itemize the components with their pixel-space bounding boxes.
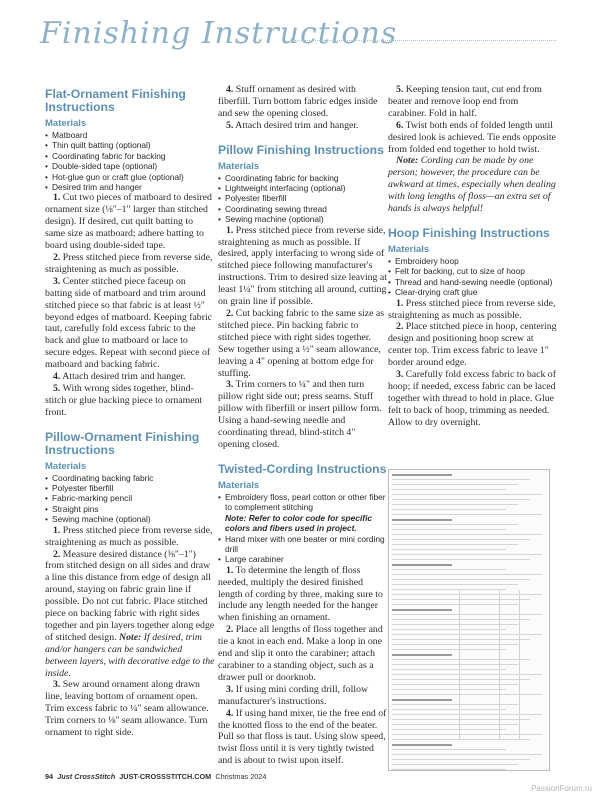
form-line — [392, 584, 518, 585]
instruction-step: 2. Cut backing fabric to the same size as stitched piece. Pin backing fabric to stitched piece with right sides together. Sew together using a ½" seam allowance, leaving a 4" opening at bottom edge for stuffing. — [218, 308, 385, 379]
materials-list — [218, 492, 388, 565]
twisted-cording-continued — [388, 84, 558, 215]
form-line — [392, 534, 542, 535]
material-item: • Coordinating backing fabric — [45, 473, 215, 483]
flat-ornament-section — [45, 88, 215, 419]
form-line — [392, 739, 530, 740]
steps — [218, 225, 388, 451]
material-item: • Coordinating sewing thread — [218, 204, 388, 214]
instruction-step: 4. If using hand mixer, tie the free end of the knotted floss to the end of the beater. Pull so that floss is taut. Using slow speed, twist floss until it is very tightly twisted and is about to twist upon itself. — [218, 707, 387, 767]
form-line — [392, 564, 452, 566]
instruction-step: 2. Place all lengths of floss together and tie a knot in each end. Make a loop in one end and slip it onto the carabiner; attach carabiner to a standing object, such as a drawer pull or doorknob. — [218, 624, 383, 683]
form-line — [392, 679, 530, 680]
form-line — [392, 569, 506, 570]
instruction-step: 2. Press stitched piece from reverse side, straightening as much as possible. — [45, 251, 213, 275]
instruction-step: 3. Trim corners to ¼" and then turn pillow right side out; press seams. Stuff pillow with fiberfill or insert pillow form. Using a hand-sewing needle and coordinating thread, blind-stitch 4" opening closed. — [218, 379, 382, 450]
form-line — [392, 484, 518, 485]
materials-label: Materials — [218, 479, 260, 491]
form-line — [392, 524, 518, 525]
form-line — [392, 504, 518, 505]
form-line — [392, 579, 530, 580]
pillow-section — [218, 144, 388, 451]
footer-brand: Just CrossStitch — [57, 772, 116, 781]
twisted-cording-section — [218, 463, 388, 767]
steps-part-2 — [388, 84, 558, 155]
material-item: • Polyester fiberfill — [45, 483, 215, 493]
materials-list — [45, 473, 215, 525]
form-line — [392, 669, 506, 670]
instruction-step: 1. Press stitched piece from reverse side, straightening as much as possible. — [388, 297, 556, 321]
instruction-step: 5. With wrong sides together, blind-stitch or glue backing piece to ornament front. — [45, 382, 203, 418]
steps-part-1 — [218, 565, 388, 767]
statement-of-ownership-form-image — [388, 469, 550, 771]
form-line — [392, 599, 530, 600]
pillow-ornament-continued — [218, 84, 388, 132]
form-line — [392, 659, 530, 660]
form-line — [392, 619, 530, 620]
form-line — [392, 554, 542, 555]
form-line — [392, 699, 452, 701]
material-item: • Polyester fiberfill — [218, 193, 388, 203]
materials-list — [218, 173, 388, 225]
form-line — [392, 529, 506, 530]
footer-issue: Christmas 2024 — [215, 772, 267, 781]
form-line — [392, 744, 452, 746]
material-item: • Clear-drying craft glue — [388, 287, 558, 297]
twisted-cording-heading: Twisted-Cording Instructions — [218, 461, 387, 476]
material-item: • Desired trim and hanger — [45, 182, 215, 192]
form-line — [392, 719, 530, 720]
form-line — [392, 474, 452, 476]
instruction-step: 2. Measure desired distance (⅜"–1") from stitched design on all sides and draw a line this distance from edge of design all around, staying on fabric grain line if possible. Do not cut fabric. Place stitched piece on backing fabric with right sides together and pin layers together along edge of stitched design. Note: If desired, trim and/or hangers can be sandwiched between layers, with decorative edge to the inside. — [45, 548, 215, 679]
form-line — [392, 514, 542, 515]
instruction-step: 5. Keeping tension taut, cut end from beater and remove loop end from carabiner. Fold in half. — [388, 84, 542, 119]
instruction-step: 3. Center stitched piece faceup on batting side of matboard and trim around stitched piece so that fabric is at least ½" beyond edges of matboard. Keeping fabric taut, carefully fold excess fabric to the back and glue to matboard or lace to secure edges. Repeat with second piece of matboard and backing fabric. — [45, 275, 213, 371]
materials-list — [45, 130, 215, 192]
form-line — [392, 489, 506, 490]
material-item: • Sewing machine (optional) — [218, 214, 388, 224]
pillow-ornament-section — [45, 431, 215, 739]
column-3 — [388, 84, 558, 441]
form-column-divider — [519, 590, 520, 740]
page-number: 94 — [45, 772, 54, 781]
form-line — [392, 559, 530, 560]
materials-label: Materials — [388, 243, 430, 255]
cording-note: Note: Cording can be made by one person; however, the procedure can be awkward at times, especially when dealing with long lengths of floss—an extra set of hands is always helpful! — [388, 155, 556, 215]
form-line — [392, 689, 506, 690]
form-line — [392, 609, 452, 611]
page-footer — [45, 772, 266, 781]
instruction-step: 4. Attach desired trim and hanger. — [53, 371, 186, 383]
material-text: Embroidery floss, pearl cotton or other fiber to complement stitching — [225, 491, 386, 513]
materials-label: Materials — [218, 160, 260, 172]
hoop-heading: Hoop Finishing Instructions — [388, 225, 550, 240]
hoop-section — [388, 227, 558, 429]
footer-website: JUST-CROSSSTITCH.COM — [119, 772, 212, 781]
material-text: Large carabiner — [225, 554, 284, 565]
material-item: • Hot-glue gun or craft glue (optional) — [45, 172, 215, 182]
form-line — [392, 539, 530, 540]
steps-part-2 — [218, 84, 388, 132]
material-item: • Matboard — [45, 130, 215, 140]
instruction-step: 1. Press stitched piece from reverse side, straightening as much as possible. If desired, apply interfacing to wrong side of stitched piece following manufacturer's instructions. Trim to desired size leaving at least 1¼" from stitching all around, cutting on grain line if possible. — [218, 224, 387, 308]
steps — [388, 298, 558, 429]
form-line — [392, 759, 530, 760]
material-item — [218, 554, 388, 564]
material-item: • Sewing machine (optional) — [45, 514, 215, 524]
instruction-step: 1. Cut two pieces of matboard to desired ornament size (⅛"–1" larger than stitched design). If desired, cut quilt batting to same size as matboard; adhere batting to board using double-sided tape. — [45, 192, 212, 252]
form-column-divider — [459, 590, 460, 740]
instruction-step: 5. Attach desired trim and hanger. — [226, 119, 359, 131]
instruction-step: 1. Press stitched piece from reverse side, straightening as much as possible. — [45, 524, 213, 548]
instruction-step: 3. Sew around ornament along drawn line, leaving bottom of ornament open. Trim excess fabric to ¼" seam allowance. Trim corners to ⅛" seam allowance. Turn ornament to right side. — [45, 679, 209, 739]
pillow-ornament-heading: Pillow-Ornament Finishing Instructions — [45, 429, 200, 457]
form-line — [392, 509, 506, 510]
instruction-step: 4. Stuff ornament as desired with fiberfill. Turn bottom fabric edges inside and sew the opening closed. — [218, 84, 378, 119]
material-item: • Felt for backing, cut to size of hoop — [388, 266, 558, 276]
form-line — [392, 549, 506, 550]
form-line — [392, 654, 452, 656]
pillow-heading: Pillow Finishing Instructions — [218, 142, 384, 157]
material-note: Note: Refer to color code for specific colors and fibers used in project. — [225, 512, 373, 534]
material-item — [218, 492, 388, 534]
page-title: Finishing Instructions — [40, 16, 398, 51]
watermark: PassionForum.ru — [531, 784, 592, 793]
form-line — [392, 754, 542, 755]
form-line — [392, 519, 452, 521]
material-item: • Coordinating fabric for backing — [45, 151, 215, 161]
form-line — [392, 574, 542, 575]
material-item: • Double-sided tape (optional) — [45, 161, 215, 171]
form-line — [392, 479, 530, 480]
materials-label: Materials — [45, 460, 87, 472]
steps — [45, 192, 215, 418]
instruction-step: 2. Place stitched piece in hoop, centering design and positioning hoop screw at center top. Trim excess fabric to leave 1" border around edge. — [388, 321, 557, 369]
instruction-step: 6. Twist both ends of folded length until desired look is achieved. Tie ends opposite from folded end together to hold twist. — [388, 119, 556, 155]
column-2 — [218, 84, 388, 779]
form-line — [392, 709, 506, 710]
material-item: • Thread and hand-sewing needle (optional) — [388, 277, 558, 287]
materials-list — [388, 256, 558, 298]
form-line — [392, 544, 518, 545]
instruction-step: 1. To determine the length of floss needed, multiply the desired finished length of cording by three, making sure to include any length needed for the hanger when finishing an ornament. — [218, 564, 383, 624]
material-item: • Embroidery hoop — [388, 256, 558, 266]
material-item: • Lightweight interfacing (optional) — [218, 183, 388, 193]
form-line — [392, 494, 542, 495]
materials-label: Materials — [45, 118, 87, 129]
material-item — [218, 534, 388, 555]
material-item: • Thin quilt batting (optional) — [45, 140, 215, 150]
form-line — [392, 589, 506, 590]
form-line — [392, 639, 530, 640]
form-line — [392, 499, 530, 500]
instruction-step: 3. Carefully fold excess fabric to back of hoop; if needed, excess fabric can be laced together with thread to hold in place. Glue felt to back of hoop, trimming as needed. Allow to dry overnight. — [388, 369, 556, 428]
material-item: • Straight pins — [45, 504, 215, 514]
form-line — [392, 749, 506, 750]
form-line — [392, 769, 506, 770]
form-line — [392, 764, 518, 765]
form-line — [392, 649, 506, 650]
form-column-divider — [499, 590, 500, 740]
title-divider — [292, 40, 556, 41]
flat-ornament-heading: Flat-Ornament Finishing Instructions — [45, 87, 186, 114]
material-text: Hand mixer with one beater or mini cording drill — [225, 533, 385, 554]
steps-part-1 — [45, 525, 215, 739]
form-line — [392, 629, 506, 630]
instruction-step: 3. If using mini cording drill, follow manufacturer's instructions. — [218, 683, 369, 707]
material-item: • Coordinating fabric for backing — [218, 173, 388, 183]
form-line — [392, 729, 506, 730]
material-item: • Fabric-marking pencil — [45, 493, 215, 503]
column-1 — [45, 88, 215, 751]
